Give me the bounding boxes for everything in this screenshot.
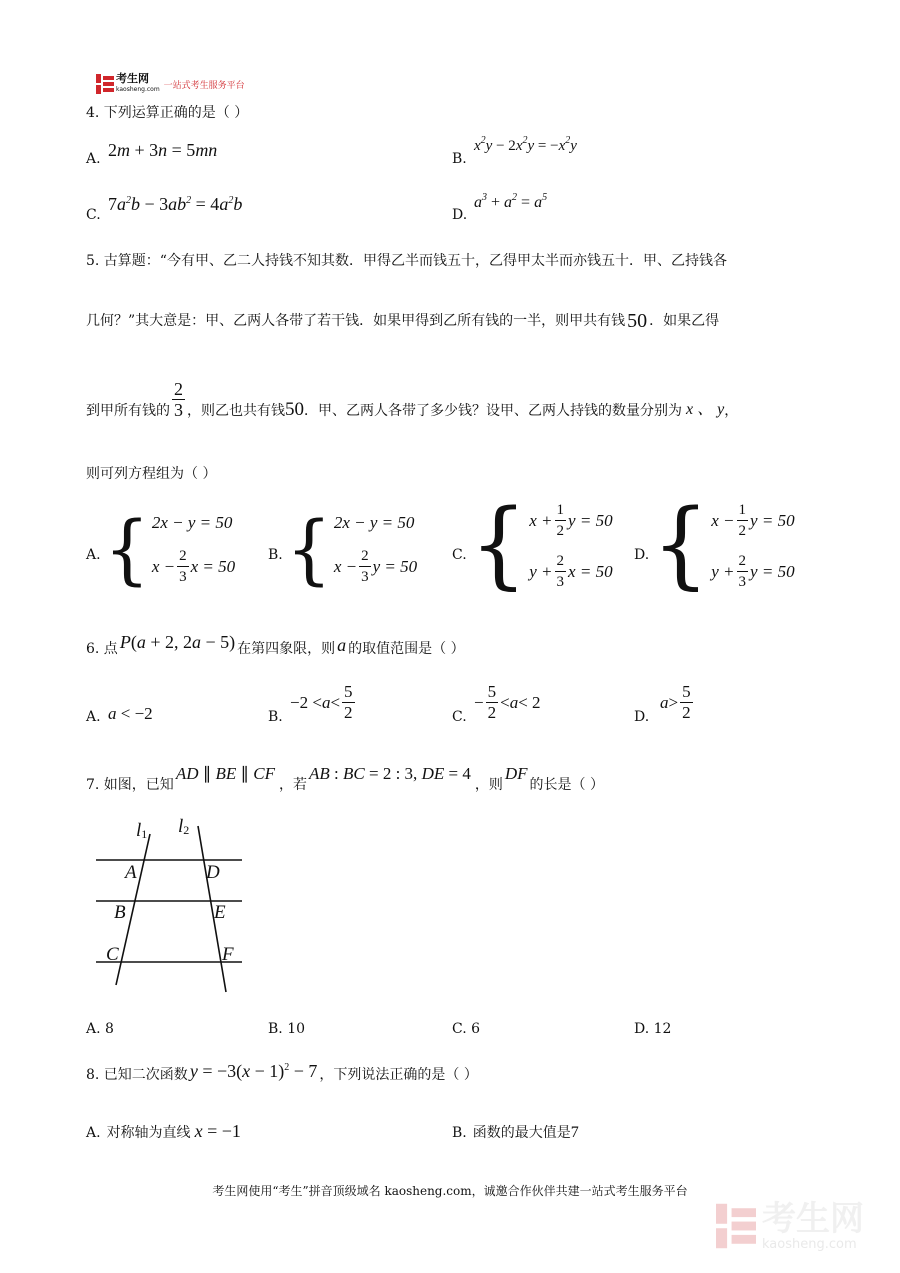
- watermark-brand: 考生网: [762, 1199, 864, 1239]
- q6-option-d-math: a > $\frac{5}{2}$: [660, 682, 691, 722]
- q7-option-a: A. 8: [86, 1021, 114, 1037]
- q5-option-c-system: { x + $\frac{1}{2}$ y = 50 y + $\frac{2}{3}$ x = 50: [470, 489, 613, 600]
- q6-option-c-label: C.: [452, 709, 467, 725]
- q7-label-c: C: [106, 944, 119, 965]
- q8-option-a: [86, 1121, 241, 1142]
- q7-ratio-math: AB : BC = 2 : 3, DE = 4: [309, 764, 471, 783]
- watermark-logo-icon: [716, 1203, 756, 1249]
- q7-option-c: C. 6: [452, 1021, 481, 1037]
- q7-label-e: E: [214, 902, 226, 923]
- q7-stem-text-b: ，若: [279, 777, 307, 793]
- page-footer: 考生网使用“考生”拼音顶级域名 kaosheng.com，诚邀合作伙伴共建一站式考生服务平台: [212, 1184, 688, 1198]
- q4-option-d-label: D.: [452, 207, 468, 223]
- q5-line4: 则可列方程组为（ ）: [86, 466, 217, 482]
- q6-stem: [86, 632, 465, 658]
- watermark-logo: [716, 1200, 864, 1252]
- q7-stem: [86, 764, 604, 794]
- q5-fraction-two-thirds: $\frac{2}{3}$: [174, 378, 183, 420]
- q6-point-math: P(a + 2, 2a − 5): [119, 632, 236, 652]
- brand-name: 考生网: [116, 72, 149, 85]
- q8-option-b: [452, 1124, 579, 1142]
- q5-line2-text-b: ．如果乙得: [649, 313, 720, 329]
- brand-slogan: 一站式考生服务平台: [163, 80, 245, 91]
- q5-line2-number: 50: [627, 310, 648, 332]
- q7-df-math: DF: [504, 764, 528, 783]
- q6-stem-text-c: 的取值范围是（ ）: [348, 641, 465, 657]
- q4-option-a-label: A.: [86, 151, 101, 167]
- q7-stem-text-c: ，则: [474, 777, 503, 793]
- q8-option-b-label: B.: [452, 1125, 467, 1141]
- q5-line3-text-b: ，则乙也共有钱: [187, 403, 285, 419]
- q6-stem-text-a: 6. 点: [86, 641, 118, 657]
- q5-option-d-label: D.: [634, 547, 650, 563]
- q7-parallel-lines-figure: [90, 812, 250, 1002]
- header-logo: [96, 72, 245, 96]
- q6-option-a-math: a < −2: [108, 704, 153, 723]
- q4-option-a-math: 2m + 3n = 5mn: [108, 140, 218, 160]
- q7-label-a: A: [125, 862, 137, 883]
- q8-option-b-value: 7: [570, 1124, 579, 1141]
- q5-option-a-system: { 2x − y = 50 x − $\frac{2}{3}$ x = 50: [104, 504, 236, 594]
- q5-line2: [86, 312, 719, 330]
- q7-label-l1: l1: [136, 820, 148, 841]
- q4-stem: 4. 下列运算正确的是（ ）: [86, 105, 249, 121]
- q8-option-b-text: 函数的最大值是: [472, 1125, 571, 1141]
- q5-line3-text-a: 到甲所有钱的: [86, 403, 170, 419]
- q8-option-a-math: x = −1: [194, 1121, 241, 1141]
- q6-var-a: a: [337, 635, 347, 655]
- q4-option-b-label: B.: [452, 151, 467, 167]
- watermark-url: kaosheng.com: [762, 1237, 857, 1252]
- q5-line2-text-a: 几何？”其大意是：甲、乙两人各带了若干钱．如果甲得到乙所有钱的一半，则甲共有钱: [86, 313, 626, 329]
- q5-line1: 5. 古算题：“今有甲、乙二人持钱不知其数．甲得乙半而钱五十，乙得甲太半而亦钱五十．甲、乙持钱各: [86, 253, 727, 269]
- q7-option-d: D. 12: [634, 1021, 672, 1037]
- q6-option-b-math: −2 < a < $\frac{5}{2}$: [290, 682, 353, 722]
- brand-url: kaosheng.com: [116, 86, 160, 93]
- q5-option-b-system: { 2x − y = 50 x − $\frac{2}{3}$ y = 50: [286, 504, 418, 594]
- q6-option-c-math: − $\frac{5}{2}$ < a < 2: [474, 682, 541, 722]
- q6-option-a-label: A.: [86, 709, 101, 725]
- q7-parallel-math: AD ∥ BE ∥ CF: [175, 764, 275, 783]
- q8-option-a-text: 对称轴为直线: [106, 1125, 191, 1141]
- q7-stem-text-d: 的长是（ ）: [529, 777, 604, 793]
- q4-option-b-math: $x^2y - 2x^2y = -x^2y$: [474, 135, 577, 154]
- q7-label-f: F: [222, 944, 234, 965]
- q5-option-c-label: C.: [452, 547, 467, 563]
- q5-line3-text-c: ．甲、乙两人各带了多少钱？设甲、乙两人持钱的数量分别为: [304, 403, 682, 419]
- q6-option-d-label: D.: [634, 709, 650, 725]
- q8-stem-text-b: ，下列说法正确的是（ ）: [319, 1067, 478, 1083]
- q5-line3: [86, 378, 738, 420]
- q7-label-l2: l2: [178, 816, 190, 837]
- q8-stem: [86, 1061, 478, 1084]
- q7-label-b: B: [114, 902, 126, 923]
- q8-option-a-label: A.: [86, 1125, 101, 1141]
- q5-line3-vars: x 、 y: [686, 401, 725, 418]
- q6-stem-text-b: 在第四象限，则: [237, 641, 336, 657]
- q5-option-b-label: B.: [268, 547, 283, 563]
- q8-stem-text-a: 8. 已知二次函数: [86, 1067, 188, 1083]
- q5-option-a-label: A.: [86, 547, 101, 563]
- q7-stem-text-a: 7. 如图，已知: [86, 777, 174, 793]
- q7-option-b: B. 10: [268, 1021, 306, 1037]
- q5-line3-text-d: ，: [724, 403, 739, 419]
- q5-option-d-system: { x − $\frac{1}{2}$ y = 50 y + $\frac{2}{3}$ y = 50: [652, 489, 795, 600]
- kaosheng-logo-icon: [96, 74, 114, 94]
- q5-line3-number: 50: [285, 399, 304, 420]
- q4-option-c-label: C.: [86, 207, 101, 223]
- q6-option-b-label: B.: [268, 709, 283, 725]
- q7-label-d: D: [206, 862, 220, 883]
- q4-option-c-math: $7a^2b - 3ab^2 = 4a^2b$: [108, 194, 243, 214]
- q4-option-d-math: $a^3 + a^2 = a^5$: [474, 192, 548, 211]
- q8-function-math: $y = -3(x - 1)^2 - 7$: [189, 1061, 318, 1081]
